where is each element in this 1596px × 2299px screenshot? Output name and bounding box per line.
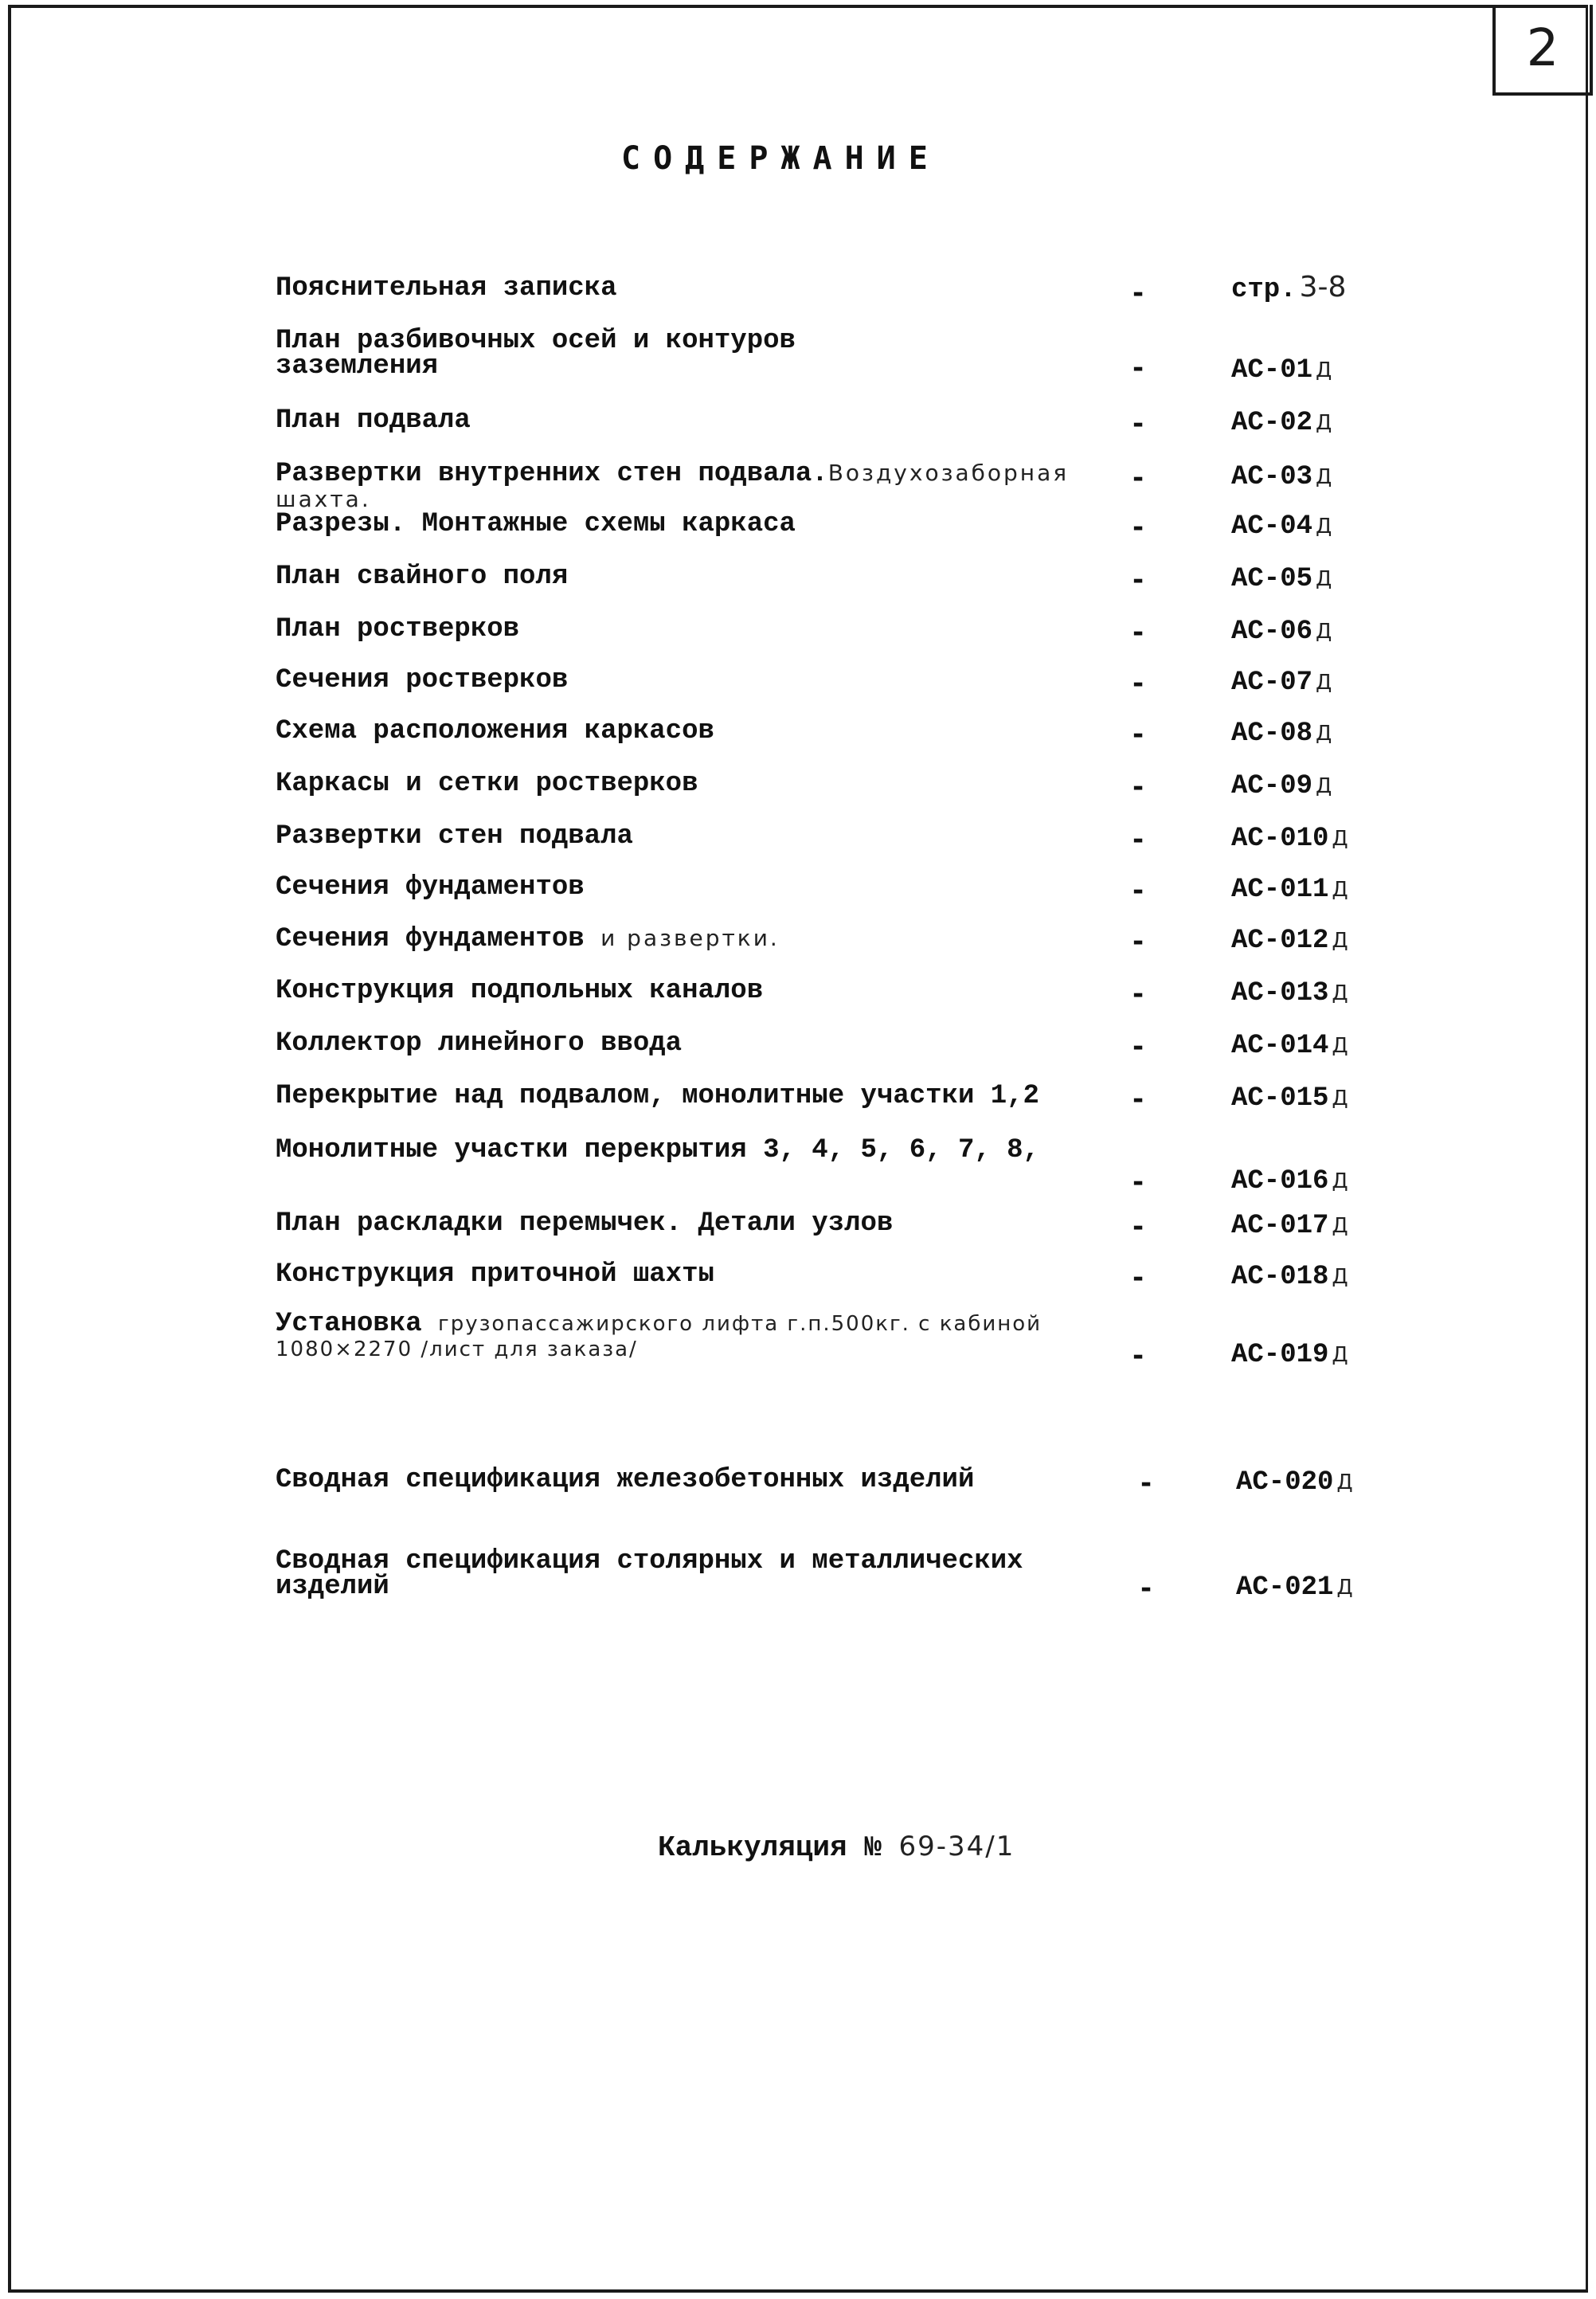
toc-entry-ref xyxy=(1231,408,1332,438)
toc-entry-dash: - xyxy=(1132,719,1144,750)
calculation-label: Калькуляция № xyxy=(658,1831,882,1864)
toc-entry-dash: - xyxy=(1132,1340,1144,1372)
toc-entry-title: План ростверков xyxy=(276,614,520,644)
toc-entry-ref-code: АС-06 xyxy=(1231,617,1313,647)
toc-entry-dash: - xyxy=(1140,1572,1152,1604)
toc-entry-ref-code: АС-012 xyxy=(1231,926,1329,956)
toc-entry-ref xyxy=(1236,1572,1353,1603)
toc-entry-ref-code: АС-02 xyxy=(1231,408,1313,438)
toc-entry-ref xyxy=(1231,511,1332,542)
toc-entry-ref-revision: Д xyxy=(1316,774,1332,798)
toc-entry-title: Коллектор линейного ввода xyxy=(276,1028,683,1059)
toc-entry-title xyxy=(276,1311,1088,1362)
toc-entry-ref-code: АС-017 xyxy=(1231,1211,1329,1241)
toc-entry-ref-revision: Д xyxy=(1332,1343,1348,1367)
toc-entry-ref-revision: Д xyxy=(1336,1471,1353,1494)
toc-entry-ref xyxy=(1231,271,1346,305)
calculation-value: 69-34/1 xyxy=(898,1831,1015,1862)
toc-entry-ref-code: АС-011 xyxy=(1231,875,1329,905)
toc-entry-ref xyxy=(1231,1031,1348,1061)
toc-entry-ref-code: стр. xyxy=(1231,275,1297,305)
toc-entry-ref xyxy=(1231,1262,1348,1292)
toc-entry-title: Сводная спецификация железобетонных изделий xyxy=(276,1465,975,1495)
toc-entry-title: Перекрытие над подвалом, монолитные участки 1,2 xyxy=(276,1081,1039,1111)
toc-entry-ref-code: АС-014 xyxy=(1231,1031,1329,1061)
toc-entry-dash: - xyxy=(1132,875,1144,907)
toc-entry-ref xyxy=(1231,719,1332,749)
toc-entry-dash: - xyxy=(1140,1467,1152,1499)
toc-entry-dash: - xyxy=(1132,771,1144,803)
toc-entry-title: Пояснительная записка xyxy=(276,273,617,304)
toc-entry-dash: - xyxy=(1132,824,1144,856)
toc-entry-ref-code: АС-09 xyxy=(1231,771,1313,801)
toc-entry-title: Сечения фундаментов xyxy=(276,872,585,903)
toc-entry-title-handwritten: грузопассажирского лифта г.п.500кг. с кабиной 1080×2270 /лист для заказа/ xyxy=(276,1312,1042,1361)
toc-entry-dash: - xyxy=(1132,978,1144,1010)
toc-entry-ref-revision: Д xyxy=(1316,620,1332,644)
toc-entry-ref-revision: Д xyxy=(1336,1576,1353,1600)
toc-entry-ref-code: АС-013 xyxy=(1231,978,1329,1009)
calculation-number xyxy=(658,1831,1015,1864)
toc-entry-ref-code: АС-021 xyxy=(1236,1572,1334,1603)
toc-entry-title-printed: Установка xyxy=(276,1309,422,1339)
toc-entry-title: Монолитные участки перекрытия 3, 4, 5, 6, 7, 8, xyxy=(276,1135,1039,1165)
toc-entry-dash: - xyxy=(1132,926,1144,958)
toc-entry-title-printed: Развертки внутренних стен подвала. xyxy=(276,459,828,489)
toc-entry-ref xyxy=(1231,617,1332,647)
toc-entry-ref-revision: Д xyxy=(1332,827,1348,851)
toc-entry-ref-code: АС-016 xyxy=(1231,1166,1329,1196)
toc-entry-ref-code: АС-04 xyxy=(1231,511,1313,542)
toc-entry-title: План свайного поля xyxy=(276,562,569,592)
toc-entry-ref-code: АС-010 xyxy=(1231,824,1329,854)
toc-entry-dash: - xyxy=(1132,668,1144,699)
toc-entry-ref-code: АС-08 xyxy=(1231,719,1313,749)
toc-entry-title-printed: Сечения фундаментов xyxy=(276,924,585,954)
toc-entry-dash: - xyxy=(1132,511,1144,543)
toc-entry-ref-code: АС-03 xyxy=(1231,462,1313,492)
toc-entry-ref xyxy=(1236,1467,1353,1498)
toc-entry-ref-revision: Д xyxy=(1332,878,1348,902)
toc-entry-ref xyxy=(1231,462,1332,492)
toc-entry-dash: - xyxy=(1132,408,1144,440)
toc-entry-title-handwritten: Воздухозаборная шахта. xyxy=(276,460,1070,512)
toc-entry-title: Сводная спецификация столярных и металлических изделий xyxy=(276,1546,1023,1602)
toc-entry-ref-revision: Д xyxy=(1316,515,1332,539)
toc-entry-ref xyxy=(1231,926,1348,956)
toc-entry-ref-revision: Д xyxy=(1332,1169,1348,1193)
toc-entry-ref-code: АС-015 xyxy=(1231,1083,1329,1114)
toc-entry-title: Разрезы. Монтажные схемы каркаса xyxy=(276,509,796,539)
toc-entry-ref-revision: Д xyxy=(1332,1087,1348,1110)
toc-entry-ref xyxy=(1231,771,1332,801)
toc-entry-dash: - xyxy=(1132,277,1144,309)
toc-entry-ref-code: АС-020 xyxy=(1236,1467,1334,1498)
page-number-box xyxy=(1492,5,1593,96)
page-title: СОДЕРЖАНИЕ xyxy=(621,140,941,177)
toc-entry-ref-revision: Д xyxy=(1316,671,1332,695)
toc-entry-ref xyxy=(1231,355,1332,386)
toc-entry-ref xyxy=(1231,564,1332,594)
toc-entry-ref-revision: Д xyxy=(1332,1265,1348,1289)
toc-entry-title: План раскладки перемычек. Детали узлов xyxy=(276,1208,894,1239)
toc-entry-title: Сечения ростверков xyxy=(276,665,569,695)
toc-entry-ref xyxy=(1231,875,1348,905)
toc-entry-dash: - xyxy=(1132,1166,1144,1198)
toc-entry-title: Конструкция подпольных каналов xyxy=(276,976,764,1006)
toc-entry-ref-code: АС-019 xyxy=(1231,1340,1329,1370)
toc-entry-title xyxy=(276,926,1072,952)
toc-entry-title: План подвала xyxy=(276,405,471,436)
toc-entry-title xyxy=(276,460,1080,513)
toc-entry-ref xyxy=(1231,1340,1348,1370)
toc-entry-dash: - xyxy=(1132,1262,1144,1294)
toc-entry-ref-revision: Д xyxy=(1316,465,1332,489)
toc-entry-title: Каркасы и сетки ростверков xyxy=(276,769,698,799)
toc-entry-ref-pages: 3-8 xyxy=(1299,271,1347,304)
toc-entry-ref xyxy=(1231,1211,1348,1241)
toc-entry-ref-revision: Д xyxy=(1332,981,1348,1005)
toc-entry-ref xyxy=(1231,978,1348,1009)
toc-entry-ref xyxy=(1231,1083,1348,1114)
toc-entry-ref-code: АС-01 xyxy=(1231,355,1313,386)
toc-entry-ref-revision: Д xyxy=(1316,567,1332,591)
toc-entry-ref-revision: Д xyxy=(1316,722,1332,746)
toc-entry-ref-code: АС-018 xyxy=(1231,1262,1329,1292)
toc-entry-dash: - xyxy=(1132,564,1144,596)
toc-entry-ref-code: АС-07 xyxy=(1231,668,1313,698)
toc-entry-ref xyxy=(1231,1166,1348,1196)
toc-entry-title: Схема расположения каркасов xyxy=(276,716,714,746)
toc-entry-dash: - xyxy=(1132,352,1144,384)
toc-entry-ref-revision: Д xyxy=(1332,929,1348,953)
toc-entry-ref-revision: Д xyxy=(1332,1034,1348,1058)
toc-entry-dash: - xyxy=(1132,1083,1144,1115)
toc-entry-ref-code: АС-05 xyxy=(1231,564,1313,594)
toc-entry-ref-revision: Д xyxy=(1332,1214,1348,1238)
toc-entry-title-handwritten: и развертки. xyxy=(600,925,780,951)
page-number: 2 xyxy=(1526,19,1559,78)
toc-entry-title: Развертки стен подвала xyxy=(276,821,633,852)
toc-entry-title: Конструкция приточной шахты xyxy=(276,1259,714,1290)
toc-entry-ref xyxy=(1231,668,1332,698)
toc-entry-dash: - xyxy=(1132,1211,1144,1243)
toc-entry-title: План разбивочных осей и контуров заземления xyxy=(276,326,796,382)
toc-entry-ref xyxy=(1231,824,1348,854)
toc-entry-ref-revision: Д xyxy=(1316,411,1332,435)
toc-entry-ref-revision: Д xyxy=(1316,358,1332,382)
toc-entry-dash: - xyxy=(1132,617,1144,648)
toc-entry-dash: - xyxy=(1132,462,1144,494)
toc-entry-dash: - xyxy=(1132,1031,1144,1063)
